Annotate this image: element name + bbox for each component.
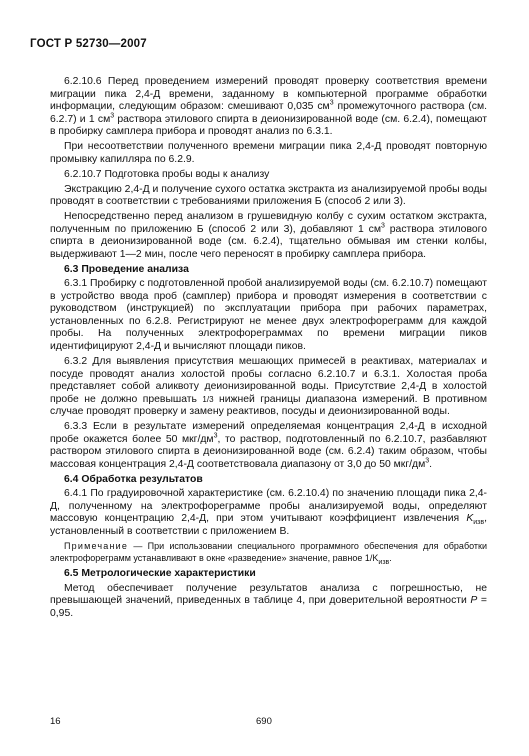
paragraph-6-3-2: 6.3.2 Для выявления присутствия мешающих примесей в реактивах, материалах и посуде проводят анализ холостой пробы согласно 6.2.10.7 и 6.3.1. Холостая проба представляет собой аликвоту деионизированной воды. Присутствие 2,4-Д в холостой пробе не должно превышать 1/3 нижней границы диапазона измерений. В противном случае проводят проверку и замену реактивов, посуды и деионизированной воды. bbox=[50, 356, 487, 418]
paragraph-before-analysis: Непосредственно перед анализом в грушевидную колбу с сухим остатком экстракта, полученным по приложению Б (способ 2 или 3), добавляют 1 $см^3$ раствора этилового спирта в деионизированной воде (см. 6.2.4), тщательно обмывая им стенки колбы, выдерживают 1—2 мин, после чего переносят в пробирку самплера прибора. bbox=[50, 211, 487, 260]
paragraph-mismatch: При несоответствии полученного времени миграции пика 2,4-Д проводят повторную промывку капилляра по 6.2.9. bbox=[50, 141, 487, 165]
paragraph-6-2-10-7-title: 6.2.10.7 Подготовка пробы воды к анализу bbox=[64, 168, 270, 180]
document-body bbox=[50, 76, 487, 623]
note: Примечание — При использовании специального программного обеспечения для обработки электрофореграмм устанавливают в окне «разведение» значение, равное $1/K_{изв}$. bbox=[50, 541, 487, 566]
paragraph-6-3-1: 6.3.1 Пробирку с подготовленной пробой анализируемой воды (см. 6.2.10.7) помещают в устройство ввода проб (самплер) прибора и проводят измерения в соответствии с руководством (инструкцией) по эксплуатации прибора при рабочих параметрах, установленных по 6.2.8. Регистрируют не менее двух электрофореграмм для каждой пробы. На полученных электрофореграммах по времени миграции пиков идентифицируют 2,4-Д и вычисляют площади пиков. bbox=[50, 278, 487, 352]
section-heading-6-4: 6.4 Обработка результатов bbox=[64, 473, 203, 485]
document-code: ГОСТ Р 52730—2007 bbox=[30, 38, 147, 50]
paragraph-extraction: Экстракцию 2,4-Д и получение сухого остатка экстракта из анализируемой пробы воды проводят в соответствии с требованиями приложения Б (способ 2 или 3). bbox=[50, 183, 487, 208]
sheet-number: 690 bbox=[256, 716, 272, 727]
paragraph-6-5: Метод обеспечивает получение результатов анализа с погрешностью, не превышающей значений, приведенных в таблице 4, при доверительной вероятности P = 0,95. bbox=[50, 582, 487, 619]
paragraph-6-3-3: 6.3.3 Если в результате измерений определяемая концентрация 2,4-Д в исходной пробе окажется более 50 мкг/$дм^3$, то раствор, подготовленный по 6.2.10.7, разбавляют раствором этилового спирта в деионизированной воде (см. 6.2.4) таким образом, чтобы массовая концентрация 2,4-Д соответствовала диапазону от 3,0 до 50 мкг/$дм^3$. bbox=[50, 421, 487, 470]
section-heading-6-5: 6.5 Метрологические характеристики bbox=[64, 568, 256, 580]
page-number: 16 bbox=[50, 716, 61, 727]
section-heading-6-3: 6.3 Проведение анализа bbox=[64, 263, 189, 275]
paragraph-6-2-10-6: 6.2.10.6 Перед проведением измерений проводят проверку соответствия времени миграции пика 2,4-Д времени, заданному в компьютерной программе обработки информации, следующим образом: смешивают 0,035 $см^3$ промежуточного раствора (см. 6.2.7) и 1 $см^3$ раствора этилового спирта в деионизированной воде (см. 6.2.4), помещают в пробирку самплера прибора и проводят анализ по 6.3.1. bbox=[50, 76, 488, 137]
paragraph-6-4-1: 6.4.1 По градуировочной характеристике (см. 6.2.10.4) по значению площади пика 2,4-Д, полученному на электрофореграмме пробы анализируемой воды, определяют массовую концентрацию 2,4-Д, при этом учитывают коэффициент извлечения $K_{изв}$, установленный в соответствии с приложением В. bbox=[50, 488, 487, 537]
